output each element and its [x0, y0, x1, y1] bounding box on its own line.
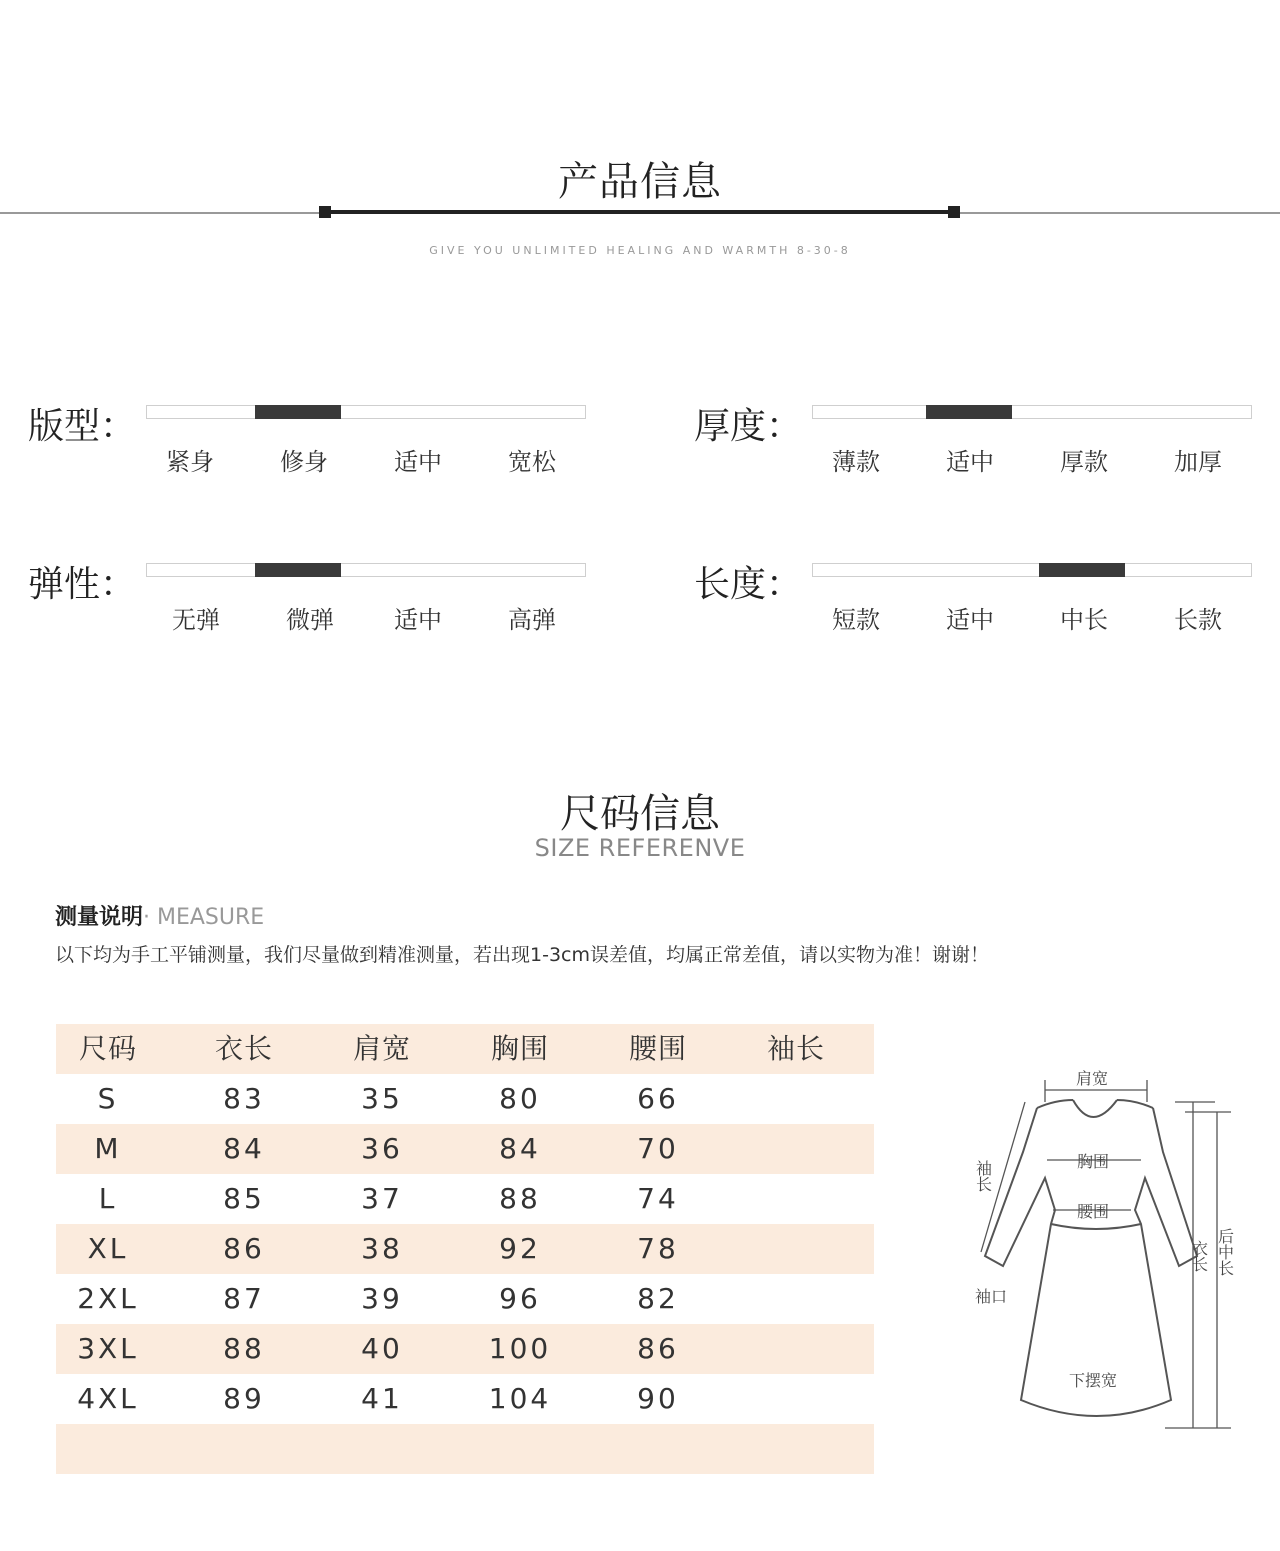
table-cell: 84	[223, 1132, 265, 1165]
table-cell: L	[98, 1182, 118, 1215]
diagram-waistline	[1051, 1224, 1141, 1229]
table-row	[56, 1274, 874, 1324]
header-divider-cap-right	[948, 206, 960, 218]
diagram-neckline	[1073, 1100, 1117, 1117]
diagram-label-back-length: 后中长	[1215, 1228, 1235, 1276]
attribute-option: 高弹	[508, 606, 556, 634]
attribute-scale-marker	[255, 405, 341, 419]
measure-heading	[55, 900, 264, 931]
garment-measurement-diagram	[965, 1060, 1265, 1440]
table-cell: 92	[499, 1232, 541, 1265]
attribute-scale-track	[812, 563, 1252, 577]
attribute-option: 加厚	[1174, 448, 1222, 476]
attribute-option: 厚款	[1060, 448, 1108, 476]
size-table	[56, 1024, 874, 1474]
attribute-label: 版型：	[28, 406, 137, 447]
attribute-scale-track	[812, 405, 1252, 419]
diagram-label-hem: 下摆宽	[1069, 1371, 1118, 1390]
table-row	[56, 1224, 874, 1274]
table-cell: 38	[361, 1232, 403, 1265]
table-cell: 70	[637, 1132, 679, 1165]
table-cell: 4XL	[77, 1382, 139, 1415]
table-cell: 96	[499, 1282, 541, 1315]
table-cell: S	[97, 1082, 119, 1115]
table-header-cell: 胸围	[490, 1032, 549, 1065]
table-row	[56, 1324, 874, 1374]
size-info-title: 尺码信息	[560, 791, 720, 837]
table-cell	[736, 1174, 856, 1224]
attribute-option: 短款	[832, 606, 880, 634]
table-cell	[48, 1424, 168, 1474]
table-cell: 3XL	[77, 1332, 139, 1365]
diagram-label-cuff: 袖口	[975, 1287, 1008, 1306]
product-info-subtitle: GIVE YOU UNLIMITED HEALING AND WARMTH 8-30-8	[429, 244, 851, 257]
table-row	[56, 1424, 874, 1474]
table-cell: 2XL	[77, 1282, 139, 1315]
table-header-cell: 尺码	[78, 1032, 137, 1065]
attribute-label: 弹性：	[28, 564, 137, 605]
attribute-option: 适中	[946, 448, 994, 476]
table-cell: 39	[361, 1282, 403, 1315]
table-row	[56, 1074, 874, 1124]
table-cell	[736, 1224, 856, 1274]
table-cell: 36	[361, 1132, 403, 1165]
table-cell: 89	[223, 1382, 265, 1415]
header-divider-accent	[325, 210, 955, 214]
table-cell	[736, 1274, 856, 1324]
table-cell: 88	[223, 1332, 265, 1365]
table-cell: 90	[637, 1382, 679, 1415]
table-cell: 86	[637, 1332, 679, 1365]
diagram-label-sleeve: 袖长	[973, 1160, 993, 1192]
attribute-scale-marker	[1039, 563, 1125, 577]
attribute-scale-marker	[255, 563, 341, 577]
table-cell: XL	[87, 1232, 129, 1265]
attribute-option: 长款	[1174, 606, 1222, 634]
table-cell	[736, 1124, 856, 1174]
table-cell	[736, 1374, 856, 1424]
table-cell: 83	[223, 1082, 265, 1115]
diagram-shoulders	[1037, 1100, 1153, 1108]
attribute-label: 厚度：	[694, 406, 803, 447]
attribute-option: 中长	[1060, 606, 1108, 634]
table-cell: 85	[223, 1182, 265, 1215]
attribute-option: 紧身	[166, 448, 214, 476]
table-cell: 66	[637, 1082, 679, 1115]
table-cell	[736, 1424, 856, 1474]
measure-title: 测量说明	[55, 905, 144, 930]
table-cell: 80	[499, 1082, 541, 1115]
attribute-option: 适中	[946, 606, 994, 634]
table-cell	[598, 1424, 718, 1474]
table-cell	[460, 1424, 580, 1474]
table-cell	[322, 1424, 442, 1474]
table-cell: 88	[499, 1182, 541, 1215]
diagram-label-shoulder: 肩宽	[1076, 1069, 1109, 1088]
table-row	[56, 1124, 874, 1174]
attribute-option: 适中	[394, 448, 442, 476]
table-cell: 40	[361, 1332, 403, 1365]
table-cell	[736, 1074, 856, 1124]
table-cell	[184, 1424, 304, 1474]
measure-note: 以下均为手工平铺测量，我们尽量做到精准测量，若出现1-3cm误差值，均属正常差值，请以实物为准！谢谢！	[55, 944, 989, 966]
table-header-cell: 袖长	[766, 1032, 825, 1065]
diagram-label-waist: 腰围	[1077, 1202, 1110, 1221]
attribute-label: 长度：	[694, 564, 803, 605]
table-cell: 37	[361, 1182, 403, 1215]
table-cell: 87	[223, 1282, 265, 1315]
table-cell: 104	[488, 1382, 552, 1415]
size-info-subtitle: SIZE REFERENVE	[534, 834, 746, 862]
table-header-row	[56, 1024, 874, 1074]
attribute-scale-track	[146, 563, 586, 577]
table-row	[56, 1374, 874, 1424]
attribute-option: 修身	[280, 448, 328, 476]
attribute-option: 无弹	[172, 606, 220, 634]
attribute-scale-track	[146, 405, 586, 419]
measure-title-en: · MEASURE	[143, 905, 265, 930]
diagram-label-length: 衣长	[1189, 1240, 1209, 1272]
table-cell: 100	[488, 1332, 552, 1365]
attribute-option: 宽松	[508, 448, 556, 476]
table-header-cell: 腰围	[628, 1032, 687, 1065]
table-row	[56, 1174, 874, 1224]
table-cell: M	[94, 1132, 122, 1165]
attribute-option: 微弹	[286, 606, 334, 634]
attribute-scale-marker	[926, 405, 1012, 419]
table-cell: 86	[223, 1232, 265, 1265]
attribute-option: 薄款	[832, 448, 880, 476]
attribute-option: 适中	[394, 606, 442, 634]
header-divider-cap-left	[319, 206, 331, 218]
diagram-label-chest: 胸围	[1077, 1152, 1110, 1171]
table-cell: 35	[361, 1082, 403, 1115]
product-info-title: 产品信息	[558, 159, 722, 205]
table-header-cell: 肩宽	[352, 1032, 411, 1065]
table-cell: 78	[637, 1232, 679, 1265]
table-cell: 41	[361, 1382, 403, 1415]
table-cell: 84	[499, 1132, 541, 1165]
table-cell	[736, 1324, 856, 1374]
table-cell: 74	[637, 1182, 679, 1215]
table-header-cell: 衣长	[214, 1032, 273, 1065]
table-cell: 82	[637, 1282, 679, 1315]
